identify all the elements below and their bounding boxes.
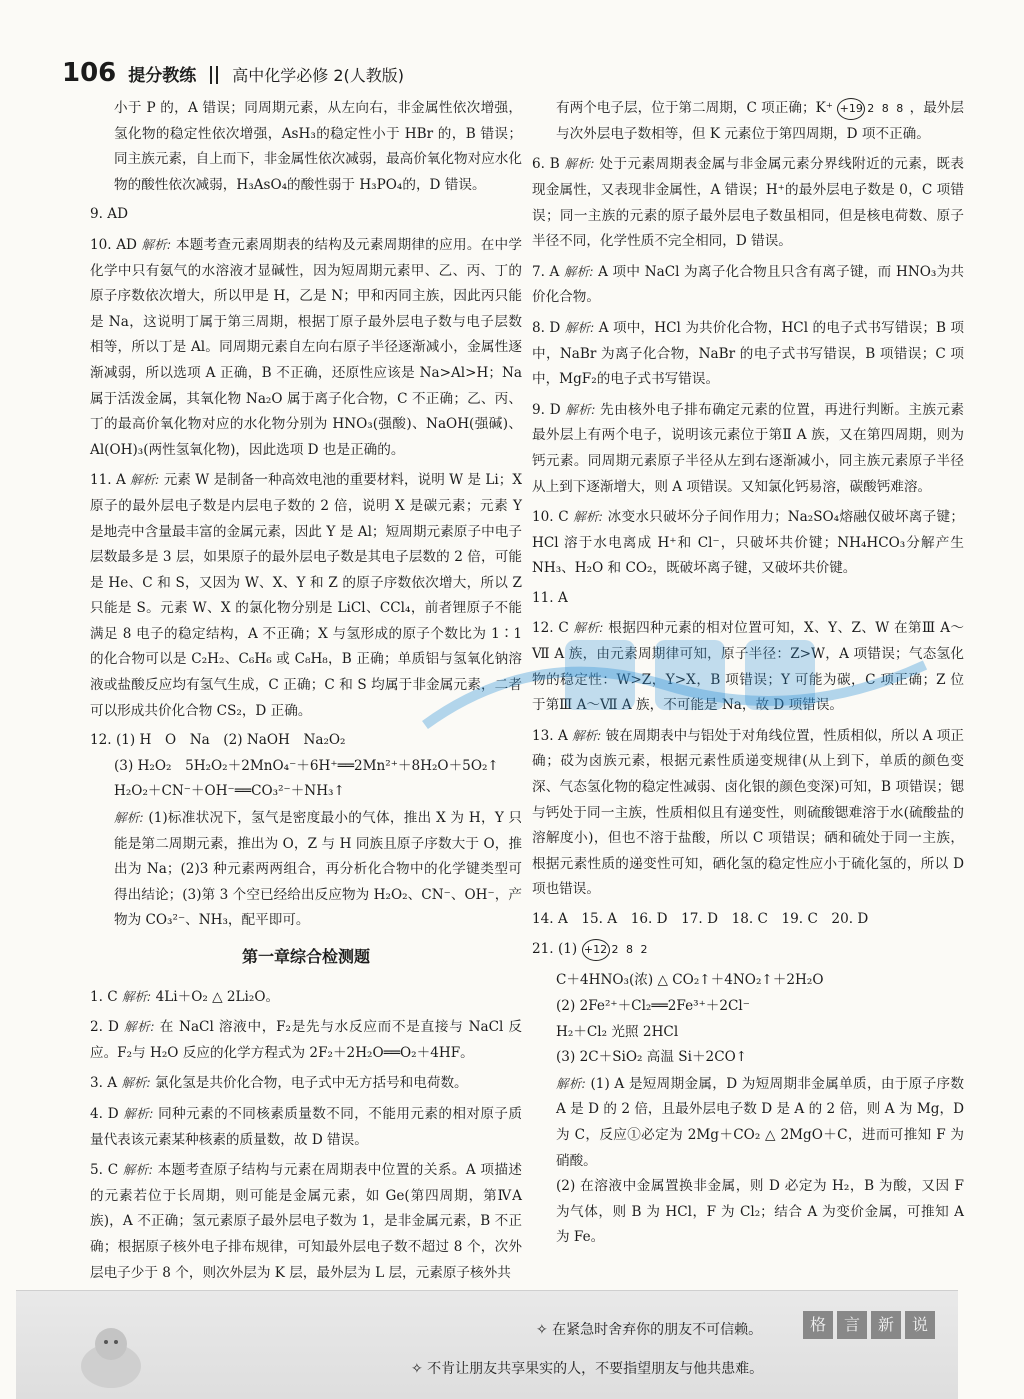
section-answer-10-text: 冰变水只破坏分子间作用力；Na₂SO₄熔融仅破坏离子键；HCl 溶于水电离成 H⁺和 Cl⁻，只破坏共价键；NH₄HCO₃分解产生 NH₃、H₂O 和 CO₂，既破坏离子键，又破坏共价键。 [532,509,964,577]
analysis-label: 解析: [122,988,152,1004]
section-answer-8-text: A 项中，HCl 为共价化合物，HCl 的电子式书写错误；B 项中，NaBr 为离子化合物，NaBr 的电子式书写错误，B 项错误；C 项中，MgF₂的电子式书写错误。 [532,319,965,388]
section-answer-13-text: 铍在周期表中与铝处于对角线位置，性质相似，所以 A 项正确；砹为卤族元素，根据元素性质递变规律(从上到下，单质的颜色变深、气态氢化物的稳定性减弱、卤化银的颜色变深)可知，B 项错误；锶与钙处于同一主族，性质相似且有递变性，则硫酸锶难溶于水(硫酸盐的溶解度小)，但也不溶于盐酸，所以 C 项错误；硒和硫处于同一主族，根据元素性质的递变性可知，硒化氢的稳定性应小于硫化氢的，所以 D 项也错误。 [532,727,964,898]
section-answer-3 [90,1070,522,1097]
analysis-label: 解析: [556,1075,586,1091]
section-answer-4-text: 同种元素的不同核素质量数不同，不能用元素的相对原子质量代表该元素某种核素的质量数，故 D 错误。 [90,1105,522,1148]
section-answer-10 [532,504,964,582]
answer-11 [90,467,522,724]
section-answer-9-text: 先由核外电子排布确定元素的位置，再进行判断。主族元素最外层上有两个电子，说明该元素位于第Ⅱ A 族，又在第四周期，则为钙元素。同周期元素原子半径从左到右逐渐减小，同主族元素原子半径从上到下逐渐增大，则 A 项错误。又知氯化钙易溶，碳酸钙难溶。 [532,401,964,495]
analysis-label: 解析: [573,509,604,525]
analysis-label: 解析: [114,810,144,826]
section-answer-1 [90,984,522,1011]
section-answer-4 [90,1101,522,1153]
answer-5-cont-text-2: ，最外层与次外层电子数相等，但 K 元素位于第四周期，D 项不正确。 [556,100,965,142]
section-answer-3-text: 氯化氢是共价化合物，电子式中无方括号和电荷数。 [154,1075,468,1092]
section-answer-1-head: 1. C [90,988,118,1005]
section-answer-7-text: A 项中 NaCl 为离子化合物且只含有离子键，而 HNO₃为共价化合物。 [532,263,964,306]
analysis-label: 解析: [122,1162,153,1178]
motto-char: 格 [803,1311,833,1339]
analysis-label: 解析: [563,263,594,279]
answer-12-text: (1)标准状况下，氢气是密度最小的气体，推出 X 为 H，Y 只能是第二周期元素，推出为 O，Z 与 H 同族且原子序数大于 O，推出为 Na；(2)3 种元素两两组合，再分析化合物中的化学键类型可得出结论；(3)第 3 个空已经给出反应物为 H₂O₂、CN⁻、OH⁻，产物为 CO₃²⁻、NH₃，配平即可。 [114,810,523,929]
answer-5-cont-text-1: 有两个电子层，位于第二周期，C 项正确；K⁺ [556,100,833,116]
footer-quote-1: ✧ 在紧急时舍弃你的朋友不可信赖。 [536,1322,763,1338]
page-number: 106 [62,58,117,88]
analysis-label: 解析: [123,1105,154,1121]
section-answer-8 [532,315,964,393]
page-header [62,52,962,86]
section-answer-5-head: 5. C [90,1162,119,1179]
analysis-label: 解析: [141,236,172,252]
answer-12-line1: 12. (1) H O Na (2) NaOH Na₂O₂ [90,732,346,749]
equation-3: H₂＋Cl₂ 光照 2HCl [556,1023,679,1040]
section-answer-21-text2: (2) 在溶液中金属置换非金属，则 D 必定为 H₂，B 为酸，又因 F 为气体，则 B 为 HCl，F 为 Cl₂；结合 A 为变价金属，可推知 A 为 Fe。 [556,1178,964,1246]
section-answer-13-head: 13. A [532,727,568,744]
section-answer-2-head: 2. D [90,1019,119,1036]
section-answer-9 [532,397,964,500]
section-answer-13 [532,723,964,903]
section-answer-5 [90,1157,522,1286]
section-answer-21-head: 21. (1) [532,940,578,957]
answer-11-head: 11. A [90,472,126,489]
section-answer-21-text: (1) A 是短周期金属，D 为短周期非金属单质，由于原子序数 A 是 D 的 2 倍，且最外层电子数 D 是 A 的 2 倍，则 A 为 Mg，D 为 C，反应①必定为 2Mg＋CO₂ △ 2MgO＋C，进而可推知 F 为硝酸。 [556,1075,964,1169]
answer-10-head: 10. AD [90,236,137,253]
section-answer-5-text: 本题考查原子结构与元素在周期表中位置的关系。A 项描述的元素若位于长周期，则可能是金属元素，如 Ge(第四周期，第ⅣA 族)，A 不正确；氢元素原子最外层电子数为 1，是非金属元素，B 不正确；根据原子核外电子排布规律，可知最外层电子数不超过 8 个，次外层电子少于 8 个，则次外层为 K 层，最外层为 L 层，元素原子核外共 [90,1162,523,1281]
equation-2: (2) 2Fe²⁺＋Cl₂══2Fe³⁺＋2Cl⁻ [556,998,750,1014]
k-ion-structure-diagram [837,96,905,122]
motto-badge [803,1311,935,1339]
section-answer-12-head: 12. C [532,620,569,637]
book-series: 提分教练 [128,66,197,86]
nucleus-circle: +19 [837,98,865,120]
section-answer-4-head: 4. D [90,1105,119,1122]
motto-char: 言 [837,1311,867,1339]
answer-5-continuation [532,96,964,147]
section-answer-6 [532,151,964,254]
electron-shells: 2 8 8 [867,102,906,116]
equation-4: (3) 2C＋SiO₂ 高温 Si＋2CO↑ [556,1049,748,1066]
section-title: 第一章综合检测题 [241,947,370,966]
cartoon-mascot-icon [66,1316,156,1396]
section-answer-10-head: 10. C [532,509,569,526]
analysis-label: 解析: [573,620,604,636]
left-column [90,96,522,1290]
section-answer-7-head: 7. A [532,263,560,280]
analysis-label: 解析: [572,727,602,743]
section-answer-3-head: 3. A [90,1075,118,1092]
analysis-label: 解析: [564,156,595,172]
section-answer-12-text: 根据四种元素的相对位置可知，X、Y、Z、W 在第Ⅲ A～Ⅶ A 族，由元素周期律可知，原子半径：Z>W，A 项错误；气态氢化物的稳定性：W>Z，Y>X，B 项错误；Y 可能为碳，C 项正确；Z 位于第Ⅲ A～Ⅶ A 族，不可能是 Na，故 D 项错误。 [532,620,965,714]
section-answer-21 [532,937,964,1251]
section-answer-11: 11. A [532,589,568,606]
motto-char: 新 [871,1311,901,1339]
answer-continuation: 小于 P 的，A 错误；同周期元素，从左向右，非金属性依次增强，氢化物的稳定性依次增强，AsH₃的稳定性小于 HBr 的，B 错误；同主族元素，自上而下，非金属性依次减弱，最高价氧化物对应水化物的酸性依次减弱，H₃AsO₄的酸性弱于 H₃PO₄的，D 错误。 [114,100,522,193]
footer-quote-2: ✧ 不肯让朋友共享果实的人，不要指望朋友与他共患难。 [411,1361,764,1377]
mg-atom-structure-diagram [582,937,650,963]
section-answer-6-text: 处于元素周期表金属与非金属元素分界线附近的元素，既表现金属性，又表现非金属性，A 错误；H⁺的最外层电子数是 0，C 项错误；同一主族的元素的原子最外层电子数虽相同，但是核电荷数、原子半径不同，化学性质不完全相同，D 错误。 [532,156,965,250]
equation-1: C＋4HNO₃(浓) △ CO₂↑＋4NO₂↑＋2H₂O [556,972,824,989]
section-answer-1-text: 4Li＋O₂ △ 2Li₂O。 [155,988,280,1005]
answer-10 [90,232,522,463]
motto-char: 说 [905,1311,935,1339]
answer-12-line3: H₂O₂＋CN⁻＋OH⁻══CO₃²⁻＋NH₃↑ [114,783,345,800]
answer-10-text: 本题考查元素周期表的结构及元素周期律的应用。在中学化学中只有氨气的水溶液才显碱性，因为短周期元素甲、乙、丙、丁的原子序数依次增大，所以甲是 H，乙是 N；甲和丙同主族，因此丙只能是 Na，这说明丁属于第三周期，根据丁原子最外层电子数与电子层数相等，所以丁是 Al。同周期元素自左向右原子半径逐渐减小，金属性逐渐减弱，所以选项 A 正确，B 不正确，还原性应该是 Na>Al>H；Na 属于活泼金属，其氧化物 Na₂O 属于离子化合物，C 不正确；乙、丙、丁的最高价氧化物对应的水化物分别为 HNO₃(强酸)、NaOH(强碱)、Al(OH)₃(两性氢氧化物)，因此选项 D 也是正确的。 [90,236,523,458]
section-answer-7 [532,259,964,311]
answer-9: 9. AD [90,206,129,223]
answer-11-text: 元素 W 是制备一种高效电池的重要材料，说明 W 是 Li；X 原子的最外层电子数是内层电子数的 2 倍，说明 X 是碳元素；元素 Y 是地壳中含量最丰富的金属元素，因此 Y 是 Al；短周期元素原子中电子层数最多是 3 层，如果原子的最外层电子数是其电子层数的 2 倍，可能是 He、C 和 S，又因为 W、X、Y 和 Z 的原子序数依次增大，所以 Z 只能是 S。元素 W、X 的氯化物分别是 LiCl、CCl₄，前者锂原子不能满足 8 电子的稳定结构，A 不正确；X 与氢形成的原子个数比为 1∶1 的化合物可以是 C₂H₂、C₆H₆ 或 C₈H₈，B 正确；单质铝与氢氧化钠溶液或盐酸反应均有氢气生成，C 正确；C 和 S 均属于非金属元素，二者可以形成共价化合物 CS₂，D 正确。 [90,472,523,719]
nucleus-circle: +12 [582,939,610,961]
analysis-label: 解析: [121,1075,151,1091]
analysis-label: 解析: [564,319,595,335]
book-title: 高中化学必修 2(人教版) [232,66,405,85]
section-answer-6-head: 6. B [532,156,560,173]
section-answer-12 [532,615,964,718]
analysis-label: 解析: [123,1019,155,1035]
analysis-label: 解析: [565,401,596,417]
section-answers-14-20: 14. A 15. A 16. D 17. D 18. C 19. C 20. D [532,911,869,928]
right-column [532,96,964,1255]
answer-12-line2: (3) H₂O₂ 5H₂O₂＋2MnO₄⁻＋6H⁺══2Mn²⁺＋8H₂O＋5O₂↑ [114,757,499,774]
answer-12 [90,728,522,934]
page-footer [16,1290,958,1399]
electron-shells: 2 8 2 [611,942,650,956]
section-answer-8-head: 8. D [532,319,561,336]
section-answer-2 [90,1014,522,1066]
section-answer-2-text: 在 NaCl 溶液中，F₂是先与水反应而不是直接与 NaCl 反应。F₂与 H₂O 反应的化学方程式为 2F₂＋2H₂O══O₂＋4HF。 [90,1019,522,1061]
header-separator [210,66,218,84]
analysis-label: 解析: [130,472,160,488]
section-answer-9-head: 9. D [532,401,561,418]
